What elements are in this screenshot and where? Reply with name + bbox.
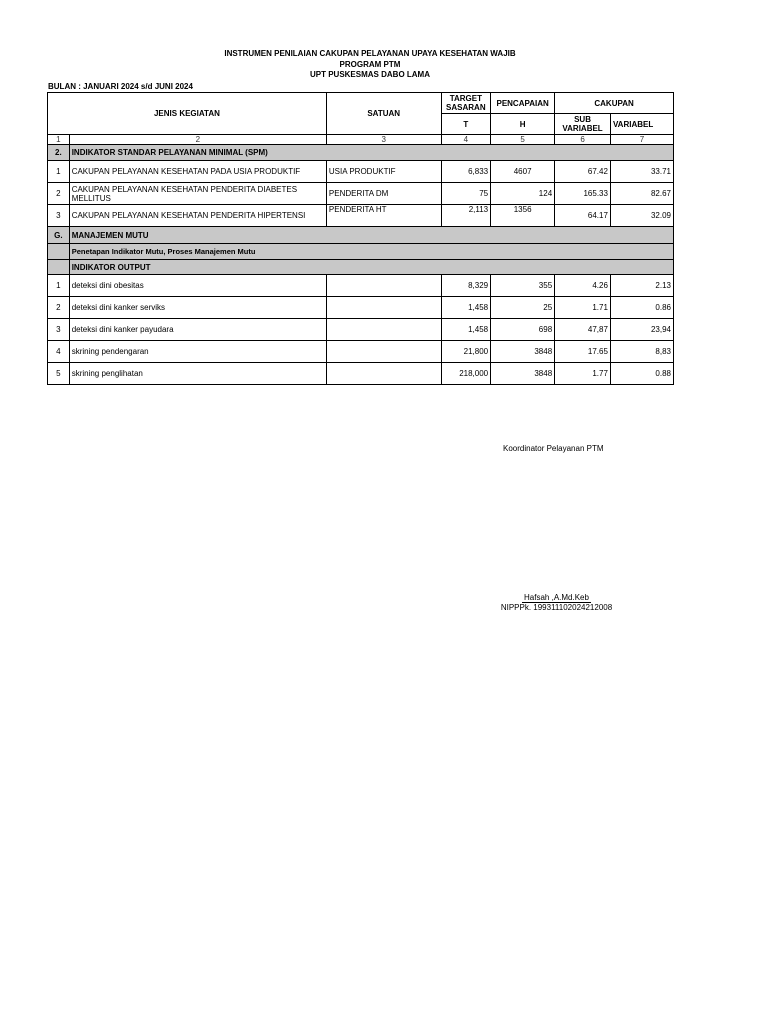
- table-row: [48, 183, 674, 205]
- row-pencapaian: 4607: [491, 161, 555, 183]
- row-number: 3: [48, 319, 70, 341]
- header-target-sasaran: TARGET SASARAN: [441, 93, 491, 114]
- colnum-7: 7: [610, 135, 673, 145]
- row-kegiatan: CAKUPAN PELAYANAN KESEHATAN PENDERITA DIABETES MELLITUS: [69, 183, 326, 205]
- row-number: 2: [48, 183, 70, 205]
- row-kegiatan: CAKUPAN PELAYANAN KESEHATAN PADA USIA PRODUKTIF: [69, 161, 326, 183]
- row-sub-variabel: 67.42: [555, 161, 611, 183]
- row-sub-variabel: 64.17: [555, 205, 611, 227]
- row-target: 75: [441, 183, 491, 205]
- colnum-3: 3: [326, 135, 441, 145]
- section-spm-label: INDIKATOR STANDAR PELAYANAN MINIMAL (SPM): [69, 145, 673, 161]
- header-pencapaian: PENCAPAIAN: [491, 93, 555, 114]
- section-output-spacer: [48, 260, 70, 275]
- row-kegiatan: deteksi dini kanker payudara: [69, 319, 326, 341]
- row-target: 2,113: [441, 205, 491, 227]
- row-variabel: 82.67: [610, 183, 673, 205]
- row-number: 3: [48, 205, 70, 227]
- row-satuan: [326, 341, 441, 363]
- table-row: [48, 363, 674, 385]
- row-kegiatan: CAKUPAN PELAYANAN KESEHATAN PENDERITA HIPERTENSI: [69, 205, 326, 227]
- row-satuan: [326, 275, 441, 297]
- row-sub-variabel: 47,87: [555, 319, 611, 341]
- table-row: [48, 341, 674, 363]
- program-title: PROGRAM PTM: [339, 59, 401, 69]
- row-number: 5: [48, 363, 70, 385]
- signature-name: Hafsah ,A.Md.Keb: [524, 593, 589, 602]
- header-cakupan: CAKUPAN: [555, 93, 674, 114]
- row-target: 6,833: [441, 161, 491, 183]
- coverage-table: [47, 92, 674, 385]
- row-variabel: 0.86: [610, 297, 673, 319]
- row-number: 4: [48, 341, 70, 363]
- colnum-6: 6: [555, 135, 611, 145]
- section-mutu-label: MANAJEMEN MUTU: [69, 227, 673, 244]
- header-h: H: [491, 114, 555, 135]
- period-label: BULAN : JANUARI 2024 s/d JUNI 2024: [48, 82, 193, 91]
- row-target: 21,800: [441, 341, 491, 363]
- table-row: [48, 275, 674, 297]
- doc-title: INSTRUMEN PENILAIAN CAKUPAN PELAYANAN UPAYA KESEHATAN WAJIB: [224, 49, 516, 58]
- section-mutu-number: G.: [48, 227, 70, 244]
- row-kegiatan: deteksi dini obesitas: [69, 275, 326, 297]
- row-number: 1: [48, 275, 70, 297]
- row-target: 1,458: [441, 319, 491, 341]
- signature-nip: NIPPPk. 199311102024212008: [500, 603, 613, 612]
- row-sub-variabel: 17.65: [555, 341, 611, 363]
- document-titles: [0, 49, 768, 81]
- row-variabel: 8,83: [610, 341, 673, 363]
- colnum-2: 2: [69, 135, 326, 145]
- row-satuan: [326, 297, 441, 319]
- row-target: 8,329: [441, 275, 491, 297]
- signature-role: Koordinator Pelayanan PTM: [503, 444, 604, 453]
- table-row: [48, 205, 674, 227]
- row-number: 1: [48, 161, 70, 183]
- row-sub-variabel: 1.77: [555, 363, 611, 385]
- section-mutu-sublabel: Penetapan Indikator Mutu, Proses Manajemen Mutu: [69, 244, 673, 260]
- puskesmas-title: UPT PUSKESMAS DABO LAMA: [309, 70, 430, 79]
- row-satuan: [326, 363, 441, 385]
- row-number: 2: [48, 297, 70, 319]
- row-kegiatan: deteksi dini kanker serviks: [69, 297, 326, 319]
- row-satuan: [326, 319, 441, 341]
- row-satuan: USIA PRODUKTIF: [326, 161, 441, 183]
- header-t: T: [441, 114, 491, 135]
- row-pencapaian: 25: [491, 297, 555, 319]
- row-pencapaian: 3848: [491, 363, 555, 385]
- signature-block: [498, 593, 615, 612]
- colnum-5: 5: [491, 135, 555, 145]
- header-satuan: SATUAN: [326, 93, 441, 135]
- colnum-4: 4: [441, 135, 491, 145]
- table-row: [48, 161, 674, 183]
- header-variabel: VARIABEL: [610, 114, 673, 135]
- row-variabel: 32.09: [610, 205, 673, 227]
- header-sub-variabel: SUB VARIABEL: [555, 114, 611, 135]
- header-jenis-kegiatan: JENIS KEGIATAN: [48, 93, 327, 135]
- row-pencapaian: 3848: [491, 341, 555, 363]
- row-variabel: 0.88: [610, 363, 673, 385]
- row-variabel: 2.13: [610, 275, 673, 297]
- section-spm-number: 2.: [48, 145, 70, 161]
- row-sub-variabel: 1.71: [555, 297, 611, 319]
- table-row: [48, 319, 674, 341]
- table-row: [48, 297, 674, 319]
- row-pencapaian: 1356: [491, 205, 555, 227]
- section-output-label: INDIKATOR OUTPUT: [69, 260, 673, 275]
- row-satuan: PENDERITA HT: [326, 205, 441, 227]
- row-satuan: PENDERITA DM: [326, 183, 441, 205]
- row-target: 1,458: [441, 297, 491, 319]
- row-pencapaian: 698: [491, 319, 555, 341]
- row-sub-variabel: 4.26: [555, 275, 611, 297]
- row-kegiatan: skrining penglihatan: [69, 363, 326, 385]
- row-variabel: 33.71: [610, 161, 673, 183]
- row-sub-variabel: 165.33: [555, 183, 611, 205]
- colnum-1: 1: [48, 135, 70, 145]
- row-kegiatan: skrining pendengaran: [69, 341, 326, 363]
- section-mutu-sub-spacer: [48, 244, 70, 260]
- row-pencapaian: 355: [491, 275, 555, 297]
- row-pencapaian: 124: [491, 183, 555, 205]
- row-target: 218,000: [441, 363, 491, 385]
- row-variabel: 23,94: [610, 319, 673, 341]
